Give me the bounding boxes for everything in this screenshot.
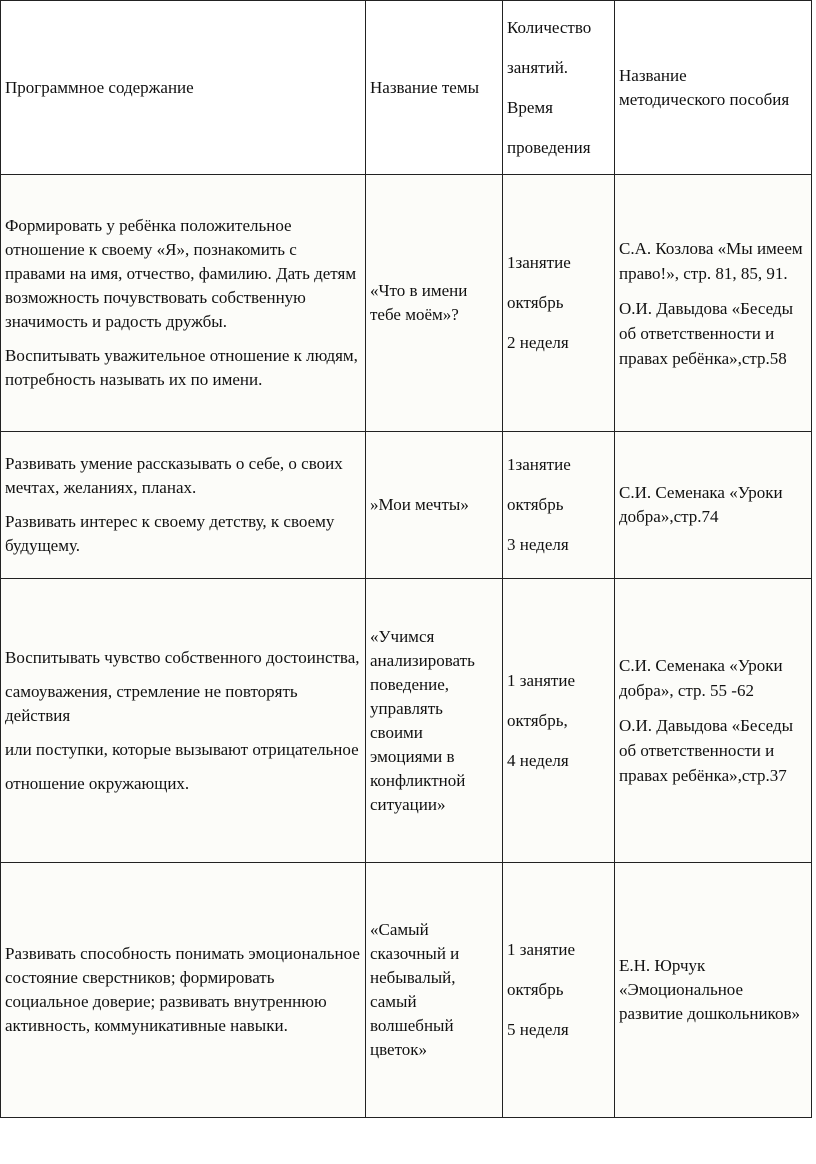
- theme-cell: »Мои мечты»: [366, 432, 503, 579]
- method-cell: С.А. Козлова «Мы имеем право!», стр. 81, 85, 91. О.И. Давыдова «Беседы об ответственности и правах ребёнка»,стр.58: [615, 175, 812, 432]
- table-row: [1, 175, 812, 432]
- count-cell: 1занятие октябрь 2 неделя: [503, 175, 615, 432]
- header-program: Программное содержание: [1, 1, 366, 175]
- header-method: Название методического пособия: [615, 1, 812, 175]
- header-count: Количество занятий. Время проведения: [503, 1, 615, 175]
- theme-cell: «Самый сказочный и небывалый, самый волшебный цветок»: [366, 863, 503, 1118]
- table-row: [1, 432, 812, 579]
- method-cell: С.И. Семенака «Уроки добра», стр. 55 -62 О.И. Давыдова «Беседы об ответственности и правах ребёнка»,стр.37: [615, 579, 812, 863]
- theme-cell: «Что в имени тебе моём»?: [366, 175, 503, 432]
- program-cell: Формировать у ребёнка положительное отношение к своему «Я», познакомить с правами на имя, отчество, фамилию. Дать детям возможность почувствовать собственную значимость и радость дружбы. Воспитывать уважительное отношение к людям, потребность называть их по имени.: [1, 175, 366, 432]
- count-cell: 1 занятие октябрь 5 неделя: [503, 863, 615, 1118]
- header-row: [1, 1, 812, 175]
- table-row: [1, 863, 812, 1118]
- header-theme: Название темы: [366, 1, 503, 175]
- count-cell: 1 занятие октябрь, 4 неделя: [503, 579, 615, 863]
- method-cell: Е.Н. Юрчук «Эмоциональное развитие дошкольников»: [615, 863, 812, 1118]
- table-row: [1, 579, 812, 863]
- program-cell: Развивать способность понимать эмоциональное состояние сверстников; формировать социальное доверие; развивать внутреннюю активность, коммуникативные навыки.: [1, 863, 366, 1118]
- method-cell: С.И. Семенака «Уроки добра»,стр.74: [615, 432, 812, 579]
- theme-cell: «Учимся анализировать поведение, управлять своими эмоциями в конфликтной ситуации»: [366, 579, 503, 863]
- program-cell: Развивать умение рассказывать о себе, о своих мечтах, желаниях, планах. Развивать интерес к своему детству, к своему будущему.: [1, 432, 366, 579]
- program-cell: Воспитывать чувство собственного достоинства, самоуважения, стремление не повторять действия или поступки, которые вызывают отрицательное отношение окружающих.: [1, 579, 366, 863]
- count-cell: 1занятие октябрь 3 неделя: [503, 432, 615, 579]
